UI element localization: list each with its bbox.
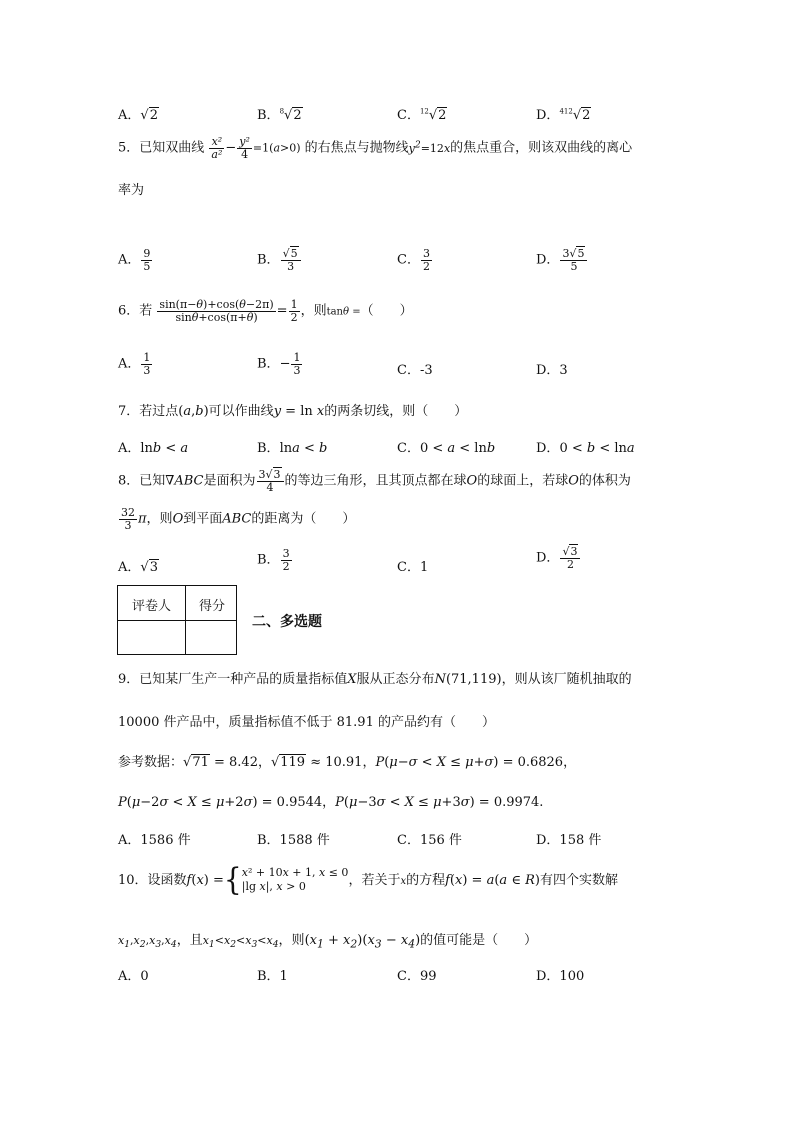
q8-option-a: A．√3 xyxy=(118,560,158,575)
q10-stem-line2: $x_1,x_2,x_3,x_4$，且$x_1<x_2<x_3<x_4$，则$(x_1 + x_2)(x_3 - x_4)$的值可能是（ ） xyxy=(118,933,538,951)
reviewer-header: 评卷人 xyxy=(131,599,171,614)
q10-option-c: C．99 xyxy=(397,969,437,984)
q6-option-a: A． $\frac{1}{3}$ xyxy=(118,351,151,377)
q7-option-d: D．0 < b < lna xyxy=(536,441,635,456)
q8-stem-line2: $\frac{32}{3}$ π，则O到平面ABC的距离为（ ） xyxy=(121,506,356,532)
q5-option-b: B． $\frac{√5}{3}$ xyxy=(257,248,302,272)
q7-option-a: A．lnb < a xyxy=(118,441,189,456)
q4-option-d: D．$^{412}$√2 xyxy=(536,107,591,123)
q5-option-c: C． $\frac{3}{2}$ xyxy=(397,247,430,273)
q8-option-b: B． $\frac{3}{2}$ xyxy=(257,547,290,573)
q9-stem: 9．已知某厂生产一种产品的质量指标值X服从正态分布N(71,119)，则从该厂随机抽取的 xyxy=(118,672,632,687)
q4-option-a: A．√2 xyxy=(118,108,158,123)
q9-reference-line2: P(μ−2σ < X ≤ μ+2σ) = 0.9544，P(μ−3σ < X ≤ μ+3σ) = 0.9974. xyxy=(118,795,544,810)
q4-option-b: B．$^8$√2 xyxy=(257,107,302,123)
q5-option-a: A． $\frac{9}{5}$ xyxy=(118,247,151,273)
q9-option-b: B．1588 件 xyxy=(257,833,330,848)
q8-option-d: D． $\frac{√3}{2}$ xyxy=(536,546,581,570)
q9-option-c: C．156 件 xyxy=(397,833,462,848)
q6-option-d: D．3 xyxy=(536,363,568,378)
q7-option-c: C．0 < a < lnb xyxy=(397,441,496,456)
score-table xyxy=(117,585,237,655)
section-title: 二、多选题 xyxy=(252,614,322,630)
q10-option-a: A．0 xyxy=(118,969,149,984)
q9-option-d: D．158 件 xyxy=(536,833,602,848)
q7-stem: 7．若过点(a,b)可以作曲线y = ln x的两条切线，则（ ） xyxy=(118,404,468,419)
score-header: 得分 xyxy=(198,599,225,614)
q6-option-b: B．− $\frac{1}{3}$ xyxy=(257,351,301,377)
q5-stem-line2: 率为 xyxy=(118,183,145,198)
q8-option-c: C．1 xyxy=(397,560,429,575)
q10-option-d: D．100 xyxy=(536,969,585,984)
q5-option-d: D． $\frac{3√5}{5}$ xyxy=(536,248,588,272)
q7-option-b: B．lna < b xyxy=(257,441,328,456)
score-table-row-divider xyxy=(118,620,236,621)
q6-stem: 6．若 $\frac{\sin(\pi-\theta)+\cos(\theta-2\pi)}{\sin\theta+\cos(\pi+\theta)}$ = $\frac{1}{2}$ ，则tanθ =（ ） xyxy=(118,298,413,324)
q6-option-c: C．-3 xyxy=(397,363,433,378)
q10-option-b: B．1 xyxy=(257,969,288,984)
q9-reference: 参考数据：√71 = 8.42，√119 ≈ 10.91，P(μ−σ < X ≤ μ+σ) = 0.6826， xyxy=(118,755,577,770)
q9-option-a: A．1586 件 xyxy=(118,833,191,848)
q5-stem: 5．已知双曲线 $\frac{\text{x²}}{\text{a²}}$ − $\frac{\text{y²}}{4}$ =1(a>0) 的右焦点与抛物线$y^2=12x$的焦点重合，则该双曲线的离心 xyxy=(118,135,633,161)
q8-stem: 8．已知∇ABC是面积为 $\frac{3√3}{4}$ 的等边三角形，且其顶点都在球O的球面上，若球O的体积为 xyxy=(118,468,631,494)
q10-stem: 10．设函数f(x) ={x² + 10x + 1, x ≤ 0 |lg x|, x > 0 ，若关于x的方程f(x) = a(a ∈ R)有四个实数解 xyxy=(118,861,618,898)
q4-option-c: C．$^{12}$√2 xyxy=(397,107,447,123)
q9-stem-line2: 10000 件产品中，质量指标值不低于 81.91 的产品约有（ ） xyxy=(118,715,495,730)
